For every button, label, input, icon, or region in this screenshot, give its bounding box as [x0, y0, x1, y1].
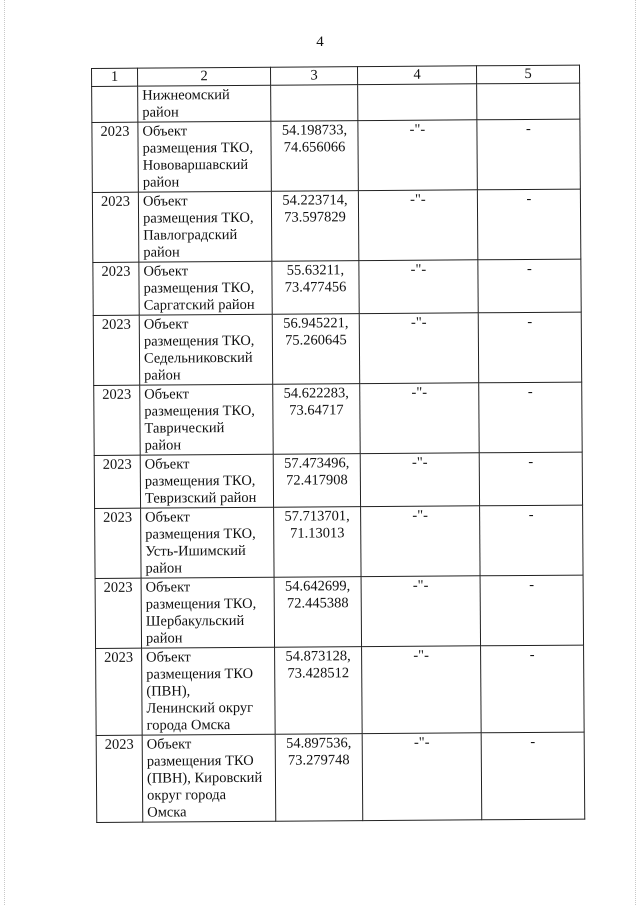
col5-cell: -	[478, 312, 581, 383]
year-cell: 2023	[93, 262, 139, 315]
coordinates-cell	[271, 85, 358, 122]
col4-cell: -"-	[361, 506, 480, 577]
col5-cell: -	[477, 119, 580, 190]
col4-cell: -"-	[362, 733, 482, 821]
coordinates-cell: 54.897536, 73.279748	[275, 734, 363, 822]
coordinates-cell: 55.63211, 73.477456	[272, 261, 359, 315]
header-col-3: 3	[270, 67, 357, 86]
coordinates-cell: 57.713701, 71.13013	[274, 507, 361, 578]
header-col-5: 5	[476, 65, 579, 84]
table-row	[95, 575, 583, 648]
table-row	[94, 382, 582, 455]
col4-cell: -"-	[358, 190, 477, 261]
year-cell: 2023	[94, 385, 140, 455]
header-col-2: 2	[138, 67, 271, 86]
table-row	[96, 732, 585, 822]
col5-cell	[477, 83, 580, 120]
object-cell: Объект размещения ТКО, Усть-Ишимский район	[141, 507, 274, 578]
coordinates-cell: 54.873128, 73.428512	[275, 647, 363, 735]
scan-edge-left	[4, 0, 5, 905]
coordinates-cell: 54.642699, 72.445388	[274, 577, 361, 648]
object-cell: Объект размещения ТКО, Нововаршавский район	[138, 121, 271, 192]
registry-table	[91, 65, 585, 823]
col5-cell: -	[479, 382, 582, 453]
object-cell: Нижнеомский район	[138, 85, 271, 122]
table-row	[92, 189, 580, 262]
col4-cell: -"-	[361, 576, 480, 647]
header-col-4: 4	[357, 66, 476, 85]
col5-cell: -	[481, 645, 585, 733]
col5-cell: -	[481, 732, 585, 820]
year-cell: 2023	[95, 508, 141, 578]
col4-cell: -"-	[360, 453, 479, 507]
col5-cell: -	[480, 505, 583, 576]
scan-edge-right	[635, 0, 636, 905]
year-cell: 2023	[94, 455, 140, 508]
col5-cell: -	[479, 452, 582, 506]
header-col-1: 1	[92, 68, 138, 86]
table-row	[95, 505, 583, 578]
table-row	[93, 312, 581, 385]
object-cell: Объект размещения ТКО, Тевризский район	[140, 454, 273, 508]
table-row	[92, 119, 580, 192]
coordinates-cell: 54.622283, 73.64717	[273, 384, 360, 455]
coordinates-cell: 54.198733, 74.656066	[271, 121, 358, 192]
object-cell: Объект размещения ТКО (ПВН), Кировский округ города Омска	[142, 734, 276, 822]
object-cell: Объект размещения ТКО, Седельниковский район	[139, 314, 272, 385]
col5-cell: -	[477, 189, 580, 260]
object-cell: Объект размещения ТКО (ПВН), Ленинский округ города Омска	[142, 647, 276, 735]
col4-cell	[358, 84, 477, 121]
year-cell: 2023	[96, 648, 143, 735]
year-cell: 2023	[92, 192, 138, 262]
table-body	[92, 83, 585, 822]
year-cell: 2023	[92, 122, 138, 192]
table-row	[92, 83, 580, 122]
col4-cell: -"-	[358, 120, 477, 191]
object-cell: Объект размещения ТКО, Саргатский район	[139, 261, 272, 315]
col5-cell: -	[478, 259, 581, 313]
year-cell: 2023	[96, 735, 143, 822]
col4-cell: -"-	[359, 260, 478, 314]
col4-cell: -"-	[362, 646, 482, 734]
year-cell: 2023	[93, 315, 139, 385]
coordinates-cell: 57.473496, 72.417908	[273, 454, 360, 508]
col4-cell: -"-	[360, 383, 479, 454]
object-cell: Объект размещения ТКО, Таврический район	[140, 384, 273, 455]
coordinates-cell: 56.945221, 75.260645	[272, 314, 359, 385]
coordinates-cell: 54.223714, 73.597829	[271, 191, 358, 262]
col4-cell: -"-	[359, 313, 478, 384]
page-number: 4	[316, 34, 324, 50]
table-row	[96, 645, 585, 735]
object-cell: Объект размещения ТКО, Шербакульский район	[141, 577, 274, 648]
object-cell: Объект размещения ТКО, Павлоградский район	[138, 191, 271, 262]
year-cell: 2023	[95, 578, 141, 648]
year-cell	[92, 86, 138, 122]
col5-cell: -	[480, 575, 583, 646]
table-row	[94, 452, 582, 508]
table-row	[93, 259, 581, 315]
